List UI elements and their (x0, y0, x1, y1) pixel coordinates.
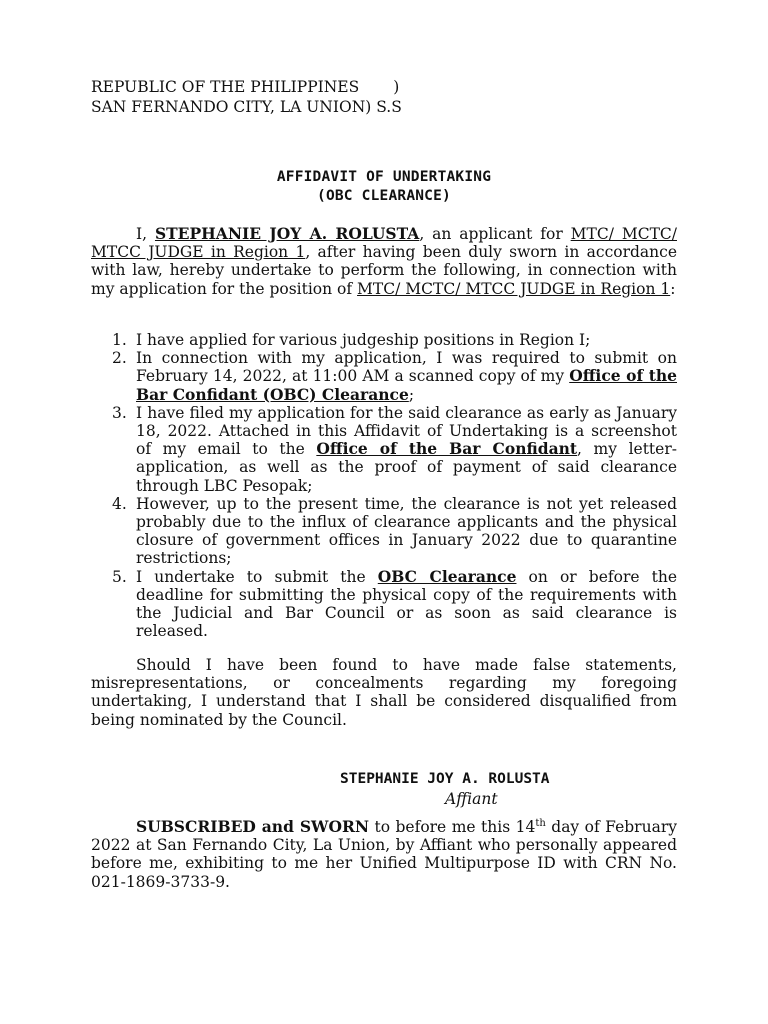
list-item: 3. I have filed my application for the said clearance as early as January 18, 2022. Attached in this Affidavit of Undertaking is a screenshot of my email to the Office of the Bar Confidant, my letter-application, as well as the proof of payment of said clearance through LBC Pesopak; (112, 403, 677, 495)
list-item: 5. I undertake to submit the OBC Clearance on or before the deadline for submitting the physical copy of the requirements with the Judicial and Bar Council or as soon as said clearance is released. (112, 566, 678, 641)
jurat-paragraph: SUBSCRIBED and SWORN to before me this 14th day of February 2022 at San Fernando City, La Union, by Affiant who personally appeared before me, exhibiting to me her Unified Multipurpose ID with CRN No. 021-1869-3733-9. (91, 817, 677, 891)
position-applied: MTC/ MCTC/ MTCC JUDGE in Region 1 (91, 225, 677, 262)
obc-clearance-emphasis: Office of the Bar Confidant (OBC) Clearance (136, 366, 677, 404)
position-applied-2: MTC/ MCTC/ MTCC JUDGE in Region 1 (357, 279, 671, 298)
list-item: 1. I have applied for various judgeship positions in Region I; (112, 331, 591, 349)
venue-line-2: SAN FERNANDO CITY, LA UNION) S.S (91, 98, 402, 116)
undertaking-list (91, 331, 677, 640)
title-line-2: (OBC CLEARANCE) (317, 188, 451, 204)
affiant-name: STEPHANIE JOY A. ROLUSTA (340, 771, 550, 787)
list-item: 4. However, up to the present time, the clearance is not yet released probably due to the influx of clearance applicants and the physical closure of government offices in January 2022 due to quarantine restrictions; (112, 494, 677, 568)
venue-paren: ) (393, 78, 400, 96)
intro-paragraph: I, STEPHANIE JOY A. ROLUSTA, an applicant for MTC/ MCTC/ MTCC JUDGE in Region 1, after having been duly sworn in accordance with law, hereby undertake to perform the following, in connection with my application for the position of MTC/ MCTC/ MTCC JUDGE in Region 1: (91, 224, 677, 298)
venue-block (91, 77, 402, 117)
venue-line-1 (91, 77, 402, 97)
jurat-heading: SUBSCRIBED and SWORN (136, 817, 369, 836)
ordinal-suffix: th (535, 817, 546, 829)
affiant-role: Affiant (445, 790, 498, 808)
list-item: 2. In connection with my application, I was required to submit on February 14, 2022, at 11:00 AM a scanned copy of my Office of the Bar Confidant (OBC) Clearance; (112, 349, 677, 404)
document-title (0, 168, 768, 206)
applicant-name: STEPHANIE JOY A. ROLUSTA (154, 224, 420, 243)
obc-office-emphasis: Office of the Bar Confidant (316, 439, 578, 459)
title-line-1: AFFIDAVIT OF UNDERTAKING (276, 169, 492, 185)
obc-clearance-emphasis-2: OBC Clearance (377, 566, 517, 586)
closing-paragraph: Should I have been found to have made false statements, misrepresentations, or concealments regarding my foregoing undertaking, I understand that I shall be considered disqualified from being nominated by the Council. (91, 656, 677, 729)
venue-country: REPUBLIC OF THE PHILIPPINES (91, 78, 360, 96)
